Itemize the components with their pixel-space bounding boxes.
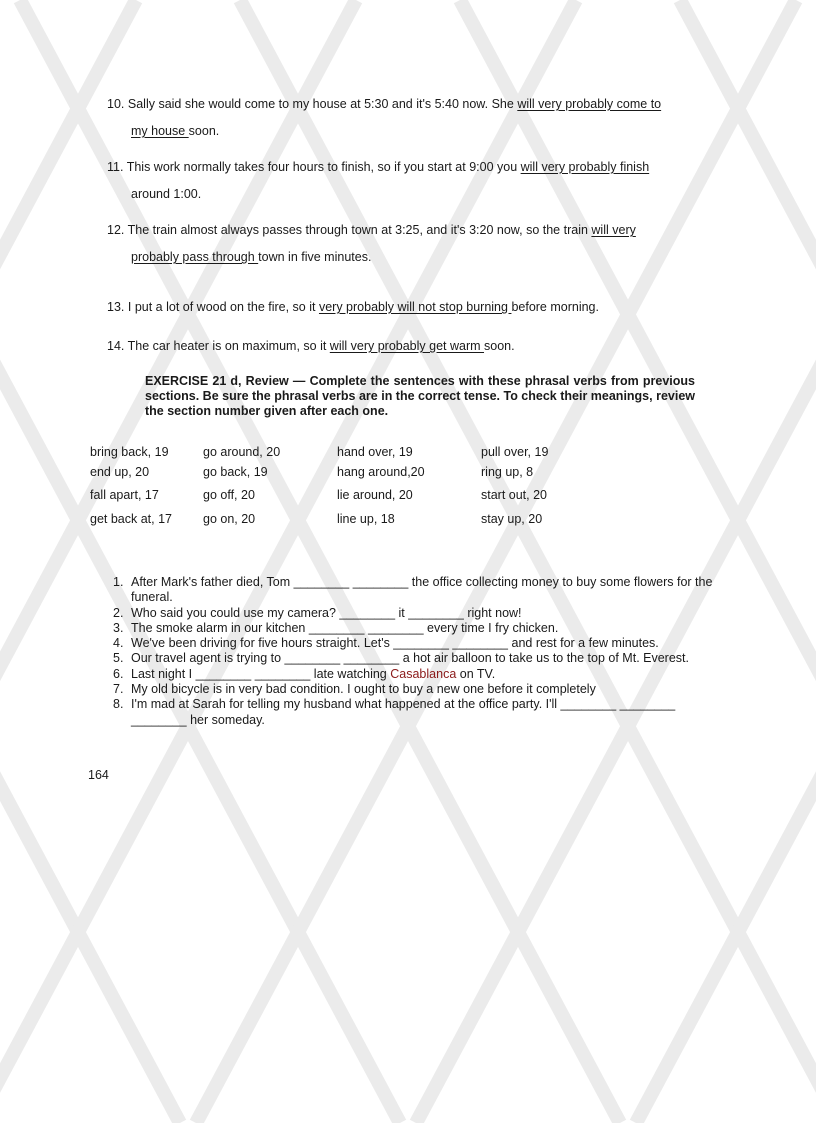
movie-title: Casablanca <box>390 666 457 681</box>
item-13: 13. I put a lot of wood on the fire, so it very probably will not stop burning before morning. <box>107 300 599 314</box>
item-14: 14. The car heater is on maximum, so it will very probably get warm soon. <box>107 339 515 353</box>
exercise-item-7: 7. My old bicycle is in very bad condition. I ought to buy a new one before it completely <box>113 682 596 697</box>
item-11: 11. This work normally takes four hours to finish, so if you start at 9:00 you will very probably finish <box>107 160 650 174</box>
verb-item: go on, 20 <box>203 512 256 526</box>
verb-item: fall apart, 17 <box>90 488 159 502</box>
exercise-item-4: 4. We've been driving for five hours straight. Let's ________ ________ and rest for a few minutes. <box>113 636 659 651</box>
exercise-list <box>113 575 733 728</box>
verb-item: go back, 19 <box>203 465 268 479</box>
verb-item: go off, 20 <box>203 488 255 502</box>
exercise-item-8: 8. I'm mad at Sarah for telling my husband what happened at the office party. I'll ________ ________ ________ her someday. <box>113 697 676 727</box>
verb-item: end up, 20 <box>90 465 150 479</box>
verb-item: line up, 18 <box>337 512 395 526</box>
verb-item: stay up, 20 <box>481 512 543 526</box>
exercise-item-6: 6. Last night I ________ ________ late watching Casablanca on TV. <box>113 666 496 681</box>
verb-item: pull over, 19 <box>481 445 549 459</box>
page-number: 164 <box>88 768 109 782</box>
exercise-item-1: 1. After Mark's father died, Tom ________ ________ the office collecting money to buy some flowers for the funeral. <box>113 575 713 605</box>
exercise-item-5: 5. Our travel agent is trying to ________ ________ a hot air balloon to take us to the top of Mt. Everest. <box>113 651 689 666</box>
item-10: 10. Sally said she would come to my house at 5:30 and it's 5:40 now. She will very probably come to <box>107 97 662 111</box>
verb-item: hand over, 19 <box>337 445 413 459</box>
verb-item: start out, 20 <box>481 488 548 502</box>
verb-item: hang around,20 <box>337 465 425 479</box>
verb-item: ring up, 8 <box>481 465 534 479</box>
exercise-heading: EXERCISE 21 d, Review — Complete the sentences with these phrasal verbs from previous sections. Be sure the phrasal verbs are in the correct tense. To check their meanings, review the section number given after each one. <box>145 374 695 418</box>
exercise-item-2: 2. Who said you could use my camera? ________ it ________ right now! <box>113 605 522 620</box>
verb-item: get back at, 17 <box>90 512 173 526</box>
verb-item: lie around, 20 <box>337 488 413 502</box>
item-12-line-2: probably pass through town in five minutes. <box>131 250 372 264</box>
item-12: 12. The train almost always passes through town at 3:25, and it's 3:20 now, so the train will very <box>107 223 636 237</box>
verb-item: go around, 20 <box>203 445 281 459</box>
verb-item: bring back, 19 <box>90 445 169 459</box>
item-11-line-2: around 1:00. <box>131 187 202 201</box>
exercise-item-3: 3. The smoke alarm in our kitchen ________ ________ every time I fry chicken. <box>113 620 559 635</box>
item-10-line-2: my house soon. <box>131 124 220 138</box>
